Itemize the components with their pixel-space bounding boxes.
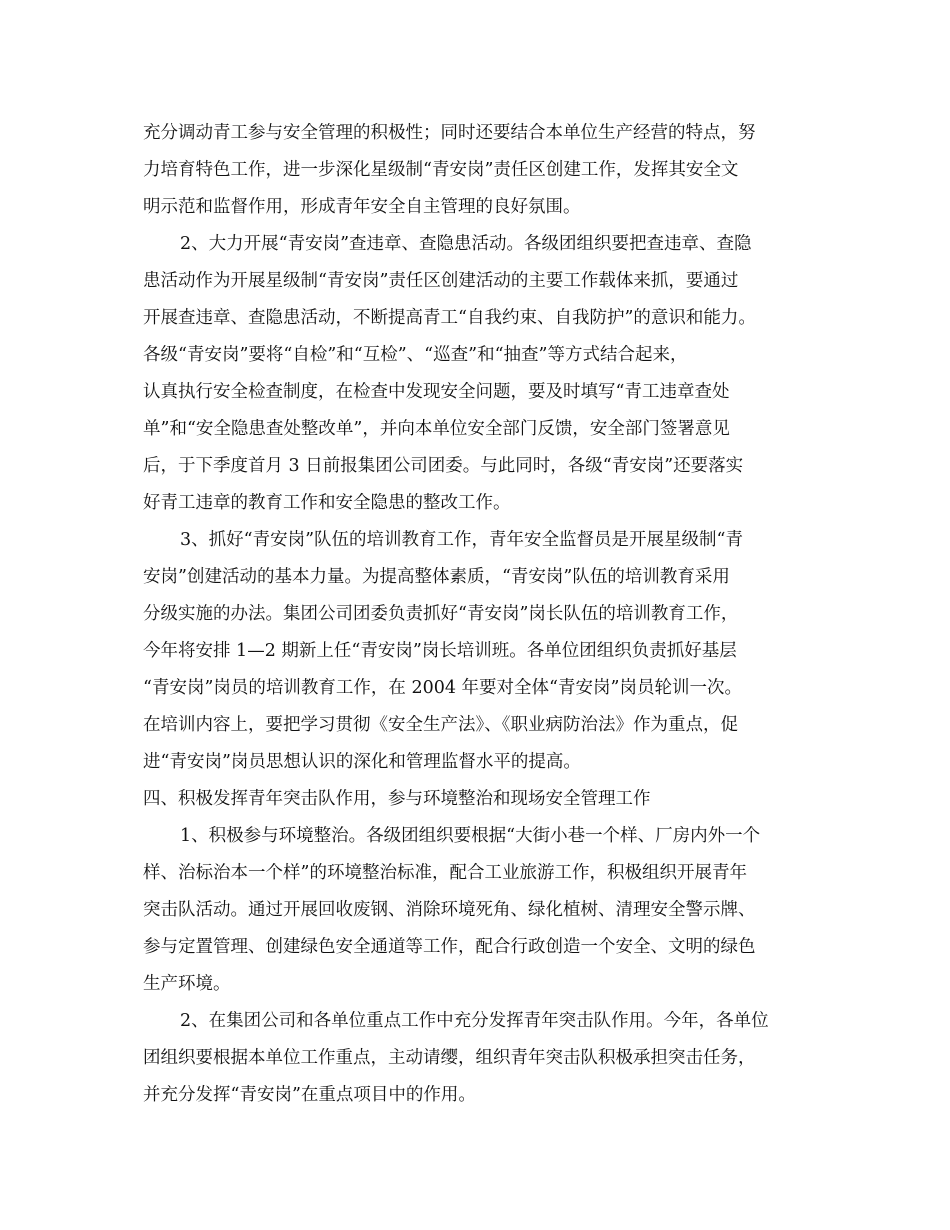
section-heading: 四、积极发挥青年突击队作用，参与环境整治和现场安全管理工作 <box>143 789 651 809</box>
body-line: 力培育特色工作，进一步深化星级制“青安岗”责任区创建工作，发挥其安全文 <box>143 160 739 180</box>
body-line: 样、治标治本一个样”的环境整治标准，配合工业旅游工作，积极组织开展青年 <box>143 863 747 883</box>
body-line: 患活动作为开展星级制“青安岗”责任区创建活动的主要工作载体来抓，要通过 <box>143 271 739 291</box>
body-line: 1、积极参与环境整治。各级团组织要根据“大街小巷一个样、厂房内外一个 <box>180 826 761 846</box>
body-line: 充分调动青工参与安全管理的积极性；同时还要结合本单位生产经营的特点，努 <box>143 123 756 143</box>
body-line: 参与定置管理、创建绿色安全通道等工作，配合行政创造一个安全、文明的绿色 <box>143 937 756 957</box>
body-line: 好青工违章的教育工作和安全隐患的整改工作。 <box>143 493 511 513</box>
body-line: 认真执行安全检查制度，在检查中发现安全问题，要及时填写“青工违章查处 <box>143 382 730 402</box>
body-line: 并充分发挥“青安岗”在重点项目中的作用。 <box>143 1085 476 1105</box>
body-line: 各级“青安岗”要将“自检”和“互检”、“巡查”和“抽查”等方式结合起来， <box>143 345 688 365</box>
body-line: 2、大力开展“青安岗”查违章、查隐患活动。各级团组织要把查违章、查隐 <box>180 234 752 254</box>
body-line: 今年将安排 1—2 期新上任“青安岗”岗长培训班。各单位团组织负责抓好基层 <box>143 641 737 661</box>
body-line: 3、抓好“青安岗”队伍的培训教育工作，青年安全监督员是开展星级制“青 <box>180 530 743 550</box>
body-line: 进“青安岗”岗员思想认识的深化和管理监督水平的提高。 <box>143 752 581 772</box>
body-line: 生产环境。 <box>143 974 231 994</box>
body-line: 2、在集团公司和各单位重点工作中充分发挥青年突击队作用。今年，各单位 <box>180 1011 769 1031</box>
body-line: 在培训内容上，要把学习贯彻《安全生产法》、《职业病防治法》作为重点，促 <box>143 715 738 735</box>
body-line: “青安岗”岗员的培训教育工作，在 2004 年要对全体“青安岗”岗员轮训一次。 <box>143 678 742 698</box>
body-line: 单”和“安全隐患查处整改单”，并向本单位安全部门反馈，安全部门签署意见 <box>143 419 730 439</box>
body-line: 明示范和监督作用，形成青年安全自主管理的良好氛围。 <box>143 197 581 217</box>
body-line: 团组织要根据本单位工作重点，主动请缨，组织青年突击队积极承担突击任务， <box>143 1048 756 1068</box>
body-line: 安岗”创建活动的基本力量。为提高整体素质，“青安岗”队伍的培训教育采用 <box>143 567 730 587</box>
body-line: 分级实施的办法。集团公司团委负责抓好“青安岗”岗长队伍的培训教育工作， <box>143 604 739 624</box>
body-line: 开展查违章、查隐患活动，不断提高青工“自我约束、自我防护”的意识和能力。 <box>143 308 756 328</box>
body-line: 后，于下季度首月 3 日前报集团公司团委。与此同时，各级“青安岗”还要落实 <box>143 456 744 476</box>
body-line: 突击队活动。通过开展回收废钢、消除环境死角、绿化植树、清理安全警示牌、 <box>143 900 756 920</box>
